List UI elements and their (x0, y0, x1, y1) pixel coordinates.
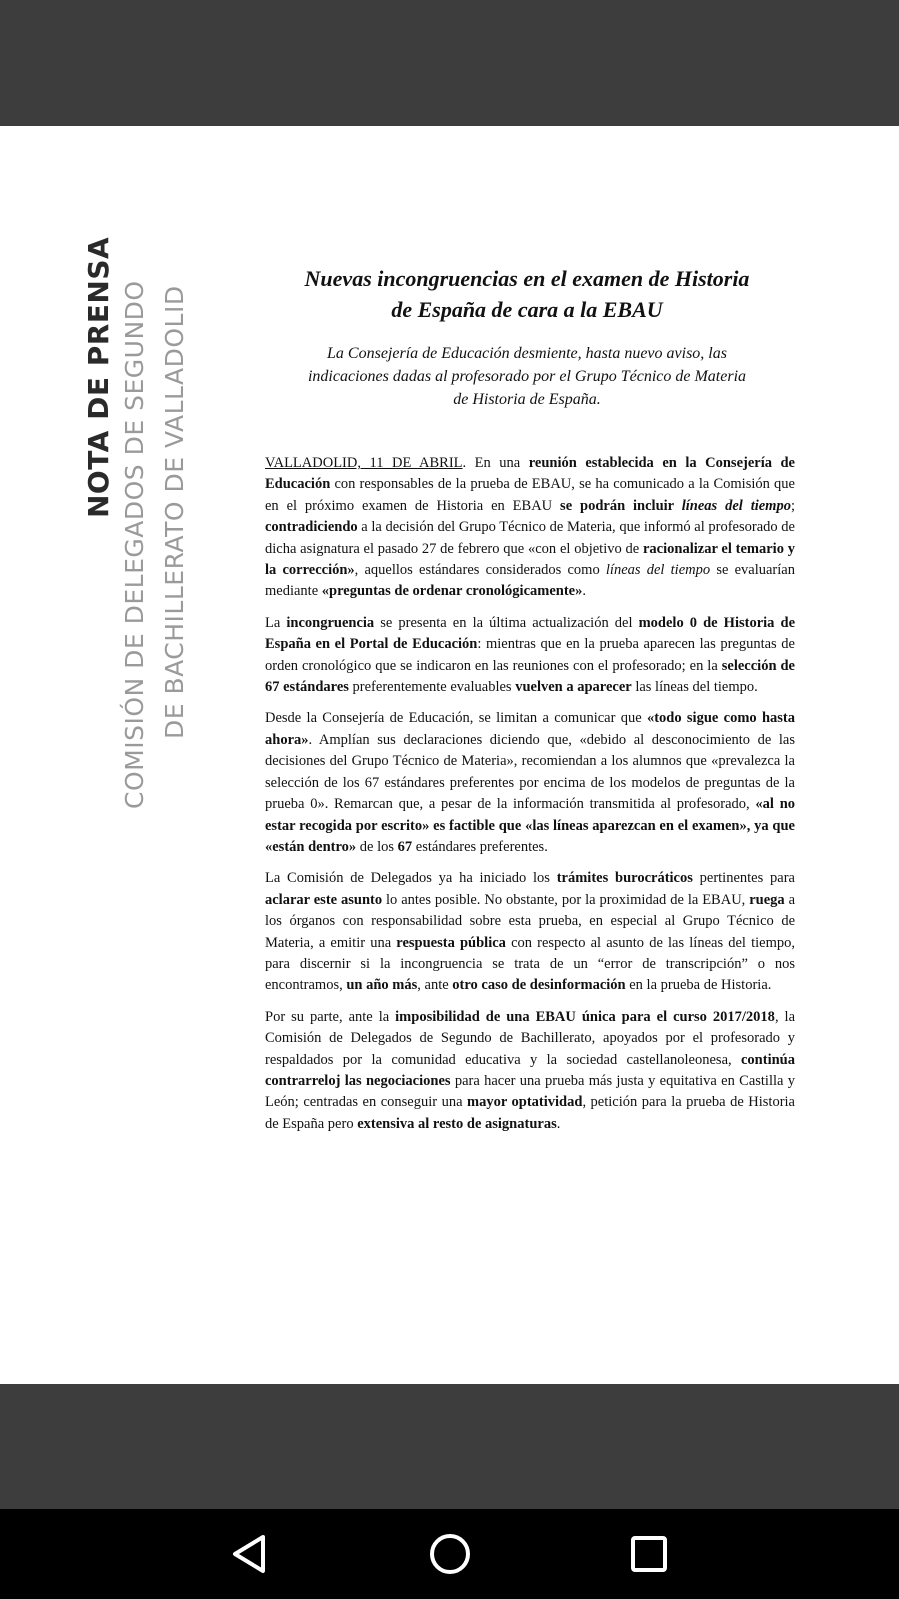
organization-line-2: DE BACHILLERATO DE VALLADOLID (160, 285, 189, 739)
paragraph-1 (265, 453, 795, 603)
subtitle-line-2: indicaciones dadas al profesorado por el Grupo Técnico de Materia (307, 368, 747, 385)
bold-run: otro caso de desinformación (452, 977, 626, 994)
text-run: pertinentes para (692, 870, 795, 887)
press-release-title (262, 263, 792, 325)
subtitle-line-1: La Consejería de Educación desmiente, hasta nuevo aviso, las (327, 345, 727, 362)
press-release-subtitle (262, 342, 792, 411)
bold-run: modelo 0 de Historia de España en el Portal de Educación (265, 614, 796, 653)
text-run: . Amplían sus declaraciones diciendo que, «debido al desconocimiento de las decisiones del Grupo Técnico de Materia», recomiendan a los alumnos que «prevalezca la selección de los 67 estándares preferentes por encima de los modelos de preguntas de la prueba 0». Remarcan que, a pesar de la información transmitida al profesorado, (265, 731, 795, 813)
text-run: Por su parte, ante la (265, 1008, 396, 1025)
bold-run: mayor optatividad (467, 1094, 583, 1111)
text-run: . En una (462, 455, 529, 471)
bold-run: 67 (397, 838, 413, 855)
bold-run: respuesta pública (396, 934, 506, 951)
home-circle-icon (428, 1532, 472, 1576)
text-run: con responsables de la prueba de EBAU, se ha comunicado a la Comisión que en el próximo examen de Historia en EBAU (265, 476, 795, 514)
bold-run: incongruencia (286, 614, 375, 631)
subtitle-line-3: de Historia de España. (453, 391, 601, 408)
back-button[interactable] (226, 1531, 272, 1577)
bold-run: racionalizar el temario y la corrección» (265, 540, 795, 579)
title-line-1: Nuevas incongruencias en el examen de Historia (304, 266, 750, 291)
recents-button[interactable] (626, 1531, 672, 1577)
bold-run: contradiciendo (265, 519, 358, 536)
text-run: : mientras que en la prueba aparecen las preguntas de orden cronológico que se indicaron en las reuniones con el profesorado; en la (265, 636, 795, 674)
text-run: de los (356, 838, 398, 855)
italic-run: líneas del tiempo (605, 562, 711, 579)
bold-run: «todo sigue como hasta ahora» (265, 710, 795, 748)
text-run: se presenta en la última actualización del (374, 614, 639, 631)
nota-de-prensa-label: NOTA DE PRENSA (82, 236, 115, 518)
text-run: preferentemente evaluables (348, 679, 516, 696)
bold-run: reunión establecida en la Consejería de Educación (265, 455, 795, 493)
bold-run: trámites burocráticos (556, 870, 693, 887)
home-button[interactable] (427, 1531, 473, 1577)
bold-italic-run: líneas del tiempo (681, 497, 791, 514)
text-run: Desde la Consejería de Educación, se limitan a comunicar que (265, 710, 647, 727)
viewer-bottom-bar (0, 1384, 899, 1509)
recents-square-icon (629, 1534, 669, 1574)
bold-run: extensiva al resto de asignaturas (357, 1115, 557, 1132)
paragraph-4 (265, 868, 795, 996)
text-run: . (556, 1115, 561, 1132)
bold-run: «preguntas de ordenar cronológicamente» (321, 583, 583, 600)
viewer-top-bar (0, 0, 899, 126)
text-run: , petición para la prueba de Historia de España pero (265, 1094, 795, 1132)
paragraph-5 (265, 1007, 795, 1135)
text-run: se evaluarían mediante (265, 562, 795, 600)
text-run: , aquellos estándares considerados como (354, 562, 606, 579)
dateline: VALLADOLID, 11 DE ABRIL (265, 455, 463, 471)
bold-run: un año más (346, 977, 418, 994)
press-release-body (265, 453, 795, 1145)
organization-line-1: COMISIÓN DE DELEGADOS DE SEGUNDO (120, 280, 149, 809)
text-run: ; (790, 497, 795, 514)
bold-run: continúa contrarreloj las negociaciones (265, 1051, 795, 1089)
text-run: para hacer una prueba más justa y equitativa en Castilla y León; centradas en conseguir una (265, 1072, 795, 1111)
paragraph-2 (265, 613, 795, 699)
paragraph-3 (265, 708, 795, 858)
text-run: La Comisión de Delegados ya ha iniciado los (265, 870, 557, 887)
bold-run: aclarar este asunto (265, 891, 383, 908)
bold-run: selección de 67 estándares (265, 657, 795, 696)
bold-run: «al no estar recogida por escrito» es factible que «las líneas aparezcan en el examen», ya que «están dentro» (265, 796, 796, 855)
android-navigation-bar (0, 1509, 899, 1599)
text-run: , ante (417, 977, 453, 994)
text-run: en la prueba de Historia. (625, 977, 772, 994)
bold-run: vuelven a aparecer (515, 679, 632, 696)
text-run: La (265, 614, 287, 631)
back-triangle-icon (229, 1533, 269, 1575)
press-release-page (0, 126, 899, 1384)
text-run: a la decisión del Grupo Técnico de Materia, que informó al profesorado de dicha asignatura el pasado 27 de febrero que «con el objetivo de (265, 519, 795, 557)
bold-run: se podrán incluir (560, 497, 682, 514)
text-run: a los órganos con responsabilidad sobre esta prueba, en especial al Grupo Técnico de Materia, a emitir una (265, 891, 796, 951)
bold-run: ruega (749, 891, 785, 908)
text-run: . (582, 583, 586, 600)
text-run: lo antes posible. No obstante, por la proximidad de la EBAU, (382, 891, 750, 908)
bold-run: imposibilidad de una EBAU única para el curso 2017/2018 (395, 1008, 775, 1025)
text-run: estándares preferentes. (412, 838, 548, 855)
title-line-2: de España de cara a la EBAU (391, 297, 663, 322)
text-run: las líneas del tiempo. (631, 679, 758, 696)
text-run: , la Comisión de Delegados de Segundo de Bachillerato, apoyados por el profesorado y respaldados por la comunidad educativa y la sociedad castellanoleonesa, (265, 1008, 796, 1068)
text-run: con respecto al asunto de las líneas del tiempo, para discernir si la incongruencia se trata de un “error de transcripción” o nos encontramos, (265, 934, 795, 994)
